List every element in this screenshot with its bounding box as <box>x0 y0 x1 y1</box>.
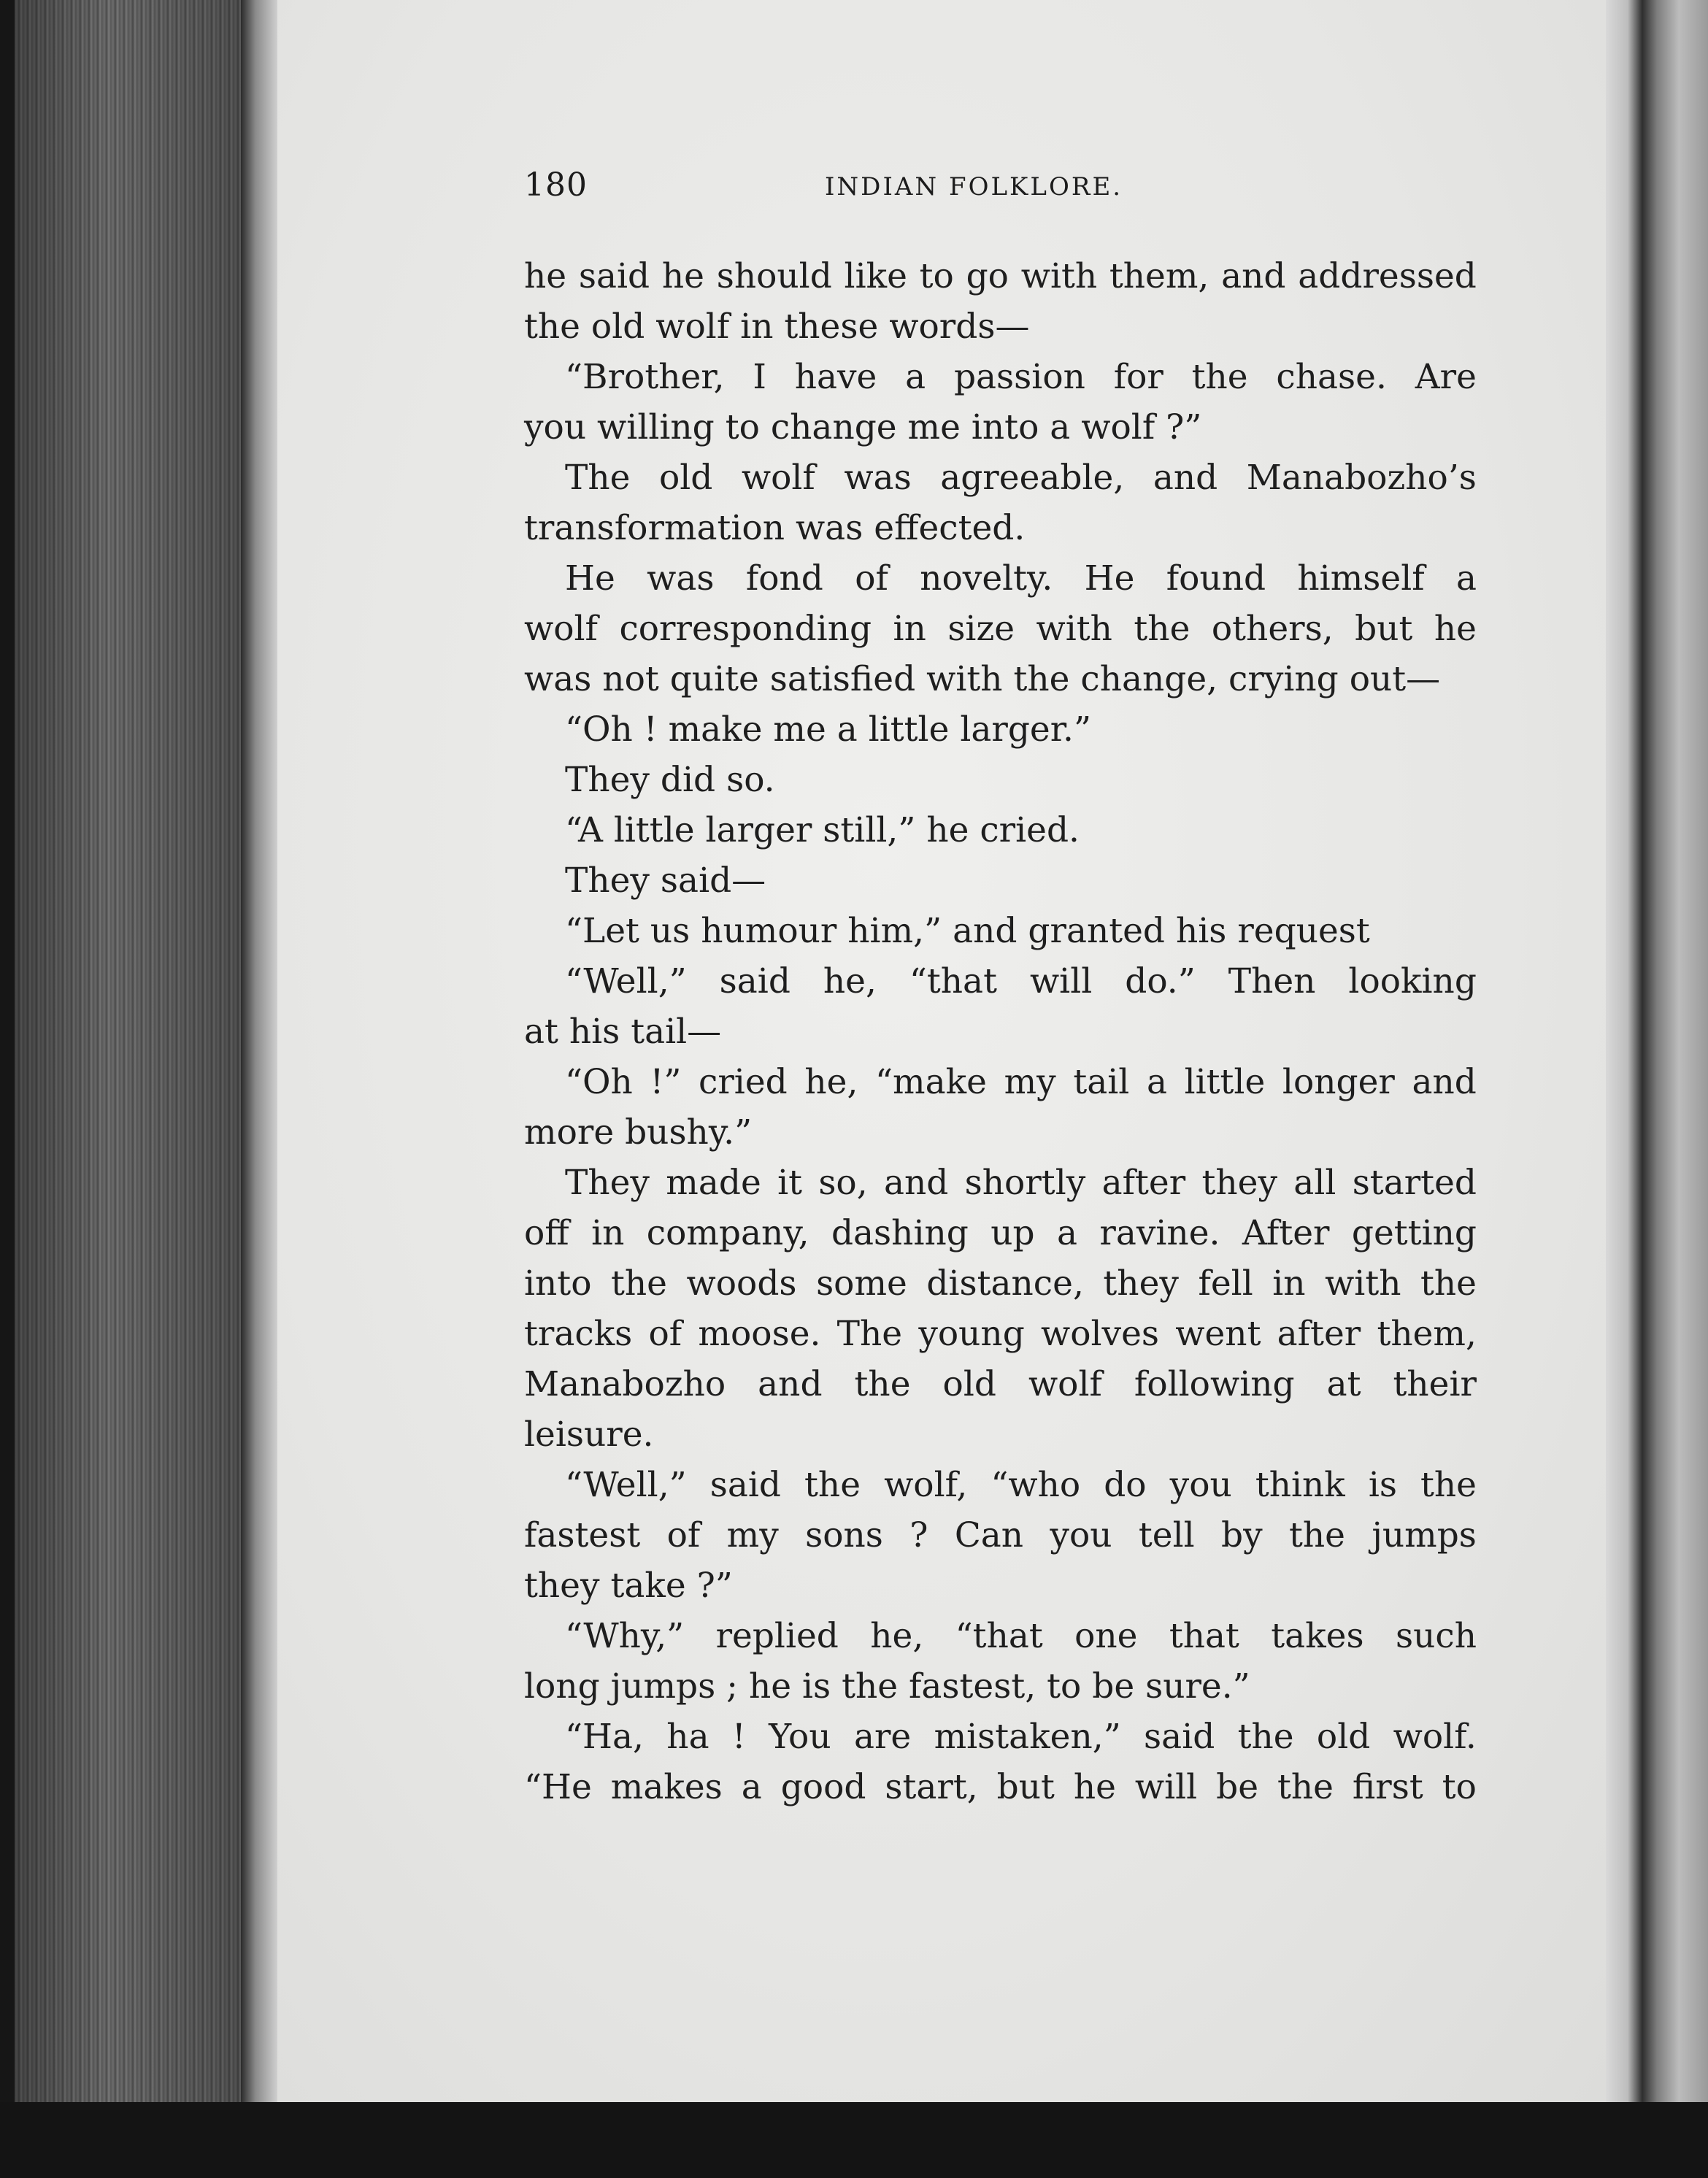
text-line: They did so. <box>565 760 775 800</box>
text-line: long jumps ; he is the fastest, to be sure.” <box>524 1666 1250 1706</box>
text-line: They said— <box>565 861 766 901</box>
text-line: “Let us humour him,” and granted his request <box>565 911 1370 951</box>
text-line: transformation was effected. <box>524 508 1026 548</box>
text-line: “A little larger still,” he cried. <box>565 810 1080 850</box>
text-line: fastest of my sons ? Can you tell by the jumps <box>524 1515 1477 1555</box>
text-line: “Why,” replied he, “that one that takes such <box>565 1616 1477 1656</box>
text-line: “Well,” said the wolf, “who do you think is the <box>565 1465 1477 1505</box>
text-line: you willing to change me into a wolf ?” <box>524 407 1202 447</box>
text-line: he said he should like to go with them, and addressed <box>524 256 1477 296</box>
text-line: tracks of moose. The young wolves went after them, <box>524 1314 1477 1354</box>
text-line: leisure. <box>524 1415 654 1455</box>
text-line: “Well,” said he, “that will do.” Then looking <box>565 961 1477 1001</box>
text-line: at his tail— <box>524 1012 722 1052</box>
text-line: “Oh !” cried he, “make my tail a little longer and <box>565 1062 1477 1102</box>
running-head <box>524 166 1473 210</box>
page-edges <box>15 0 253 2102</box>
text-line: the old wolf in these words— <box>524 307 1030 347</box>
text-line: “Brother, I have a passion for the chase. Are <box>565 357 1477 397</box>
text-line: They made it so, and shortly after they all started <box>565 1163 1477 1203</box>
text-line: The old wolf was agreeable, and Manabozho’s <box>565 458 1477 498</box>
text-line: into the woods some distance, they fell in with the <box>524 1263 1477 1304</box>
scan-border <box>0 2102 1708 2178</box>
running-title: INDIAN FOLKLORE. <box>825 172 1123 201</box>
text-line: He was fond of novelty. He found himself a <box>565 558 1477 599</box>
text-line: they take ?” <box>524 1566 733 1606</box>
text-line: “Ha, ha ! You are mistaken,” said the old wolf. <box>565 1717 1477 1757</box>
body-text <box>524 251 1477 1812</box>
text-line: Manabozho and the old wolf following at their <box>524 1364 1477 1404</box>
text-line: “Oh ! make me a little larger.” <box>565 709 1092 750</box>
text-line: more bushy.” <box>524 1112 753 1153</box>
text-line: wolf corresponding in size with the others, but he <box>524 609 1477 649</box>
right-page-edge <box>1606 0 1708 2102</box>
book-gutter <box>241 0 277 2102</box>
page-number: 180 <box>524 166 588 204</box>
text-line: off in company, dashing up a ravine. After getting <box>524 1213 1477 1253</box>
text-line: “He makes a good start, but he will be the first to <box>524 1767 1477 1807</box>
text-line: was not quite satisfied with the change, crying out— <box>524 659 1441 699</box>
